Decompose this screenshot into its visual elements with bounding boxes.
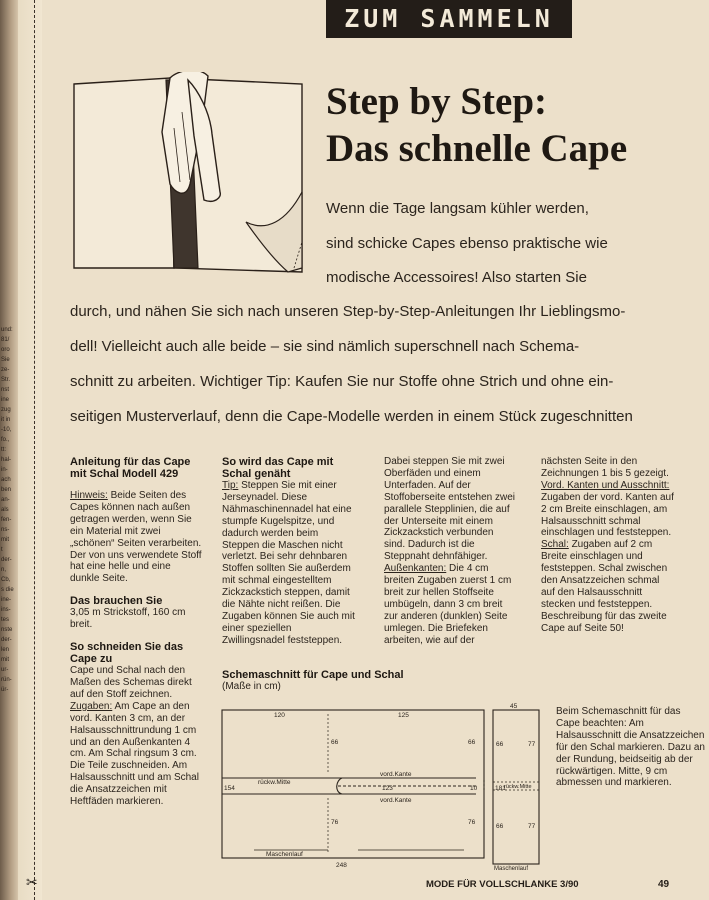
tip-paragraph	[222, 480, 356, 647]
label-scarf-66b: 66	[496, 823, 504, 830]
cape-illustration	[70, 72, 306, 282]
previous-page-fragment: und:	[1, 327, 13, 333]
previous-page-fragment: hal-	[1, 457, 12, 463]
page-gutter	[18, 0, 42, 900]
label-10: 10	[470, 785, 478, 792]
steppnaht-text: Dabei steppen Sie mit zwei Oberfäden und einem Unterfaden. Auf der Stoffoberseite entstehen zwei parallele Stepplinien, die auf der Unterseite mit einem Zickzackstich verbunden sind. Dadurch ist die Steppnaht dehnfähiger.	[384, 456, 516, 563]
previous-page-fragment: ür-	[1, 687, 9, 693]
label-scarf-66a: 66	[496, 741, 504, 748]
zugaben-paragraph	[70, 701, 202, 761]
label-76a: 76	[331, 819, 339, 826]
zugaben-text: Am Cape an den vord. Kanten 3 cm, an der Halsausschnittrundung 1 cm und an den Außenkanten 4 cm. Am Schal ringsum 3 cm.	[70, 700, 197, 760]
intro-line-5: dell! Vielleicht auch alle beide – sie sind nämlich superschnell nach Schema-	[70, 338, 580, 355]
cutting-heading: So schneiden Sie das Cape zu	[70, 641, 184, 666]
previous-page-fragment: ns-	[1, 527, 10, 533]
previous-page-fragment: an-	[1, 497, 10, 503]
zugaben-label: Zugaben:	[70, 700, 113, 712]
previous-page-fragment: it in	[1, 417, 11, 423]
hinweis-paragraph	[70, 490, 202, 585]
schema-subheading: (Maße in cm)	[222, 681, 281, 692]
label-scarf-77b: 77	[528, 823, 536, 830]
previous-page-fragment: s die	[1, 587, 14, 593]
article-title	[326, 78, 666, 172]
label-vord-kante-1: vord.Kante	[380, 771, 412, 778]
instructions-heading: Anleitung für das Cape mit Schal Modell 429	[70, 456, 191, 480]
intro-line-1: Wenn die Tage langsam kühler werden,	[326, 200, 589, 217]
schema-caption	[222, 669, 542, 693]
tip-text: Steppen Sie mit einer Jerseynadel. Diese Nähmaschinennadel hat eine stumpfe Kugelspitze, und dadurch werden beim Steppen die Maschen nicht verletzt. Bei sehr dehnbaren Stoffen sollten Sie außerdem mit schmal eingestelltem Zickzackstich steppen, damit die Nähte nicht reißen. Die Zugaben können Sie auch mit einer speziellen Zwillingsnadel feststeppen.	[222, 480, 355, 646]
vord-label: Vord. Kanten und Ausschnitt:	[541, 479, 670, 491]
section-banner: ZUM SAMMELN	[326, 0, 572, 38]
label-120: 120	[274, 712, 285, 719]
magazine-footer: MODE FÜR VOLLSCHLANKE 3/90	[426, 879, 579, 890]
label-rueckw-mitte-1: rückw.Mitte	[258, 779, 291, 786]
materials-text: 3,05 m Strickstoff, 160 cm breit.	[70, 607, 186, 631]
hinweis-text: Beide Seiten des Capes können nach außen getragen werden, wenn Sie ein Material mit zwei „schönen“ Seiten verarbeiten. Der von uns verwendete Stoff hat eine helle und eine dunkle Seite.	[70, 490, 202, 585]
previous-page-fragment: zug	[1, 407, 11, 413]
cut-line	[34, 0, 35, 900]
title-line-2: Das schnelle Cape	[326, 127, 628, 170]
previous-page-fragment: rün-	[1, 677, 12, 683]
column-1	[70, 456, 202, 808]
column-4	[541, 456, 674, 635]
materials-heading: Das brauchen Sie	[70, 595, 163, 608]
previous-page-fragment: ben	[1, 487, 12, 493]
scissors-icon: ✂	[26, 874, 38, 890]
label-154: 154	[224, 785, 235, 792]
teile-text: Die Teile zuschneiden. Am Halsausschnitt und am Schal die Ansatzzeichen mit Heftfäden markieren.	[70, 760, 199, 808]
previous-page-fragment: der-	[1, 637, 12, 643]
intro-line-3: modische Accessoires! Also starten Sie	[326, 269, 587, 286]
previous-page-fragment: in-	[1, 467, 8, 473]
intro-line-4: durch, und nähen Sie sich nach unseren Step-by-Step-Anleitungen Ihr Lieblingsmo-	[70, 303, 626, 320]
aussenkanten-text: Die 4 cm breiten Zugaben zuerst 1 cm breit zur hellen Stoffseite umbügeln, dann 3 cm breit zur anderen (dunklen) Seite umlegen. Die Briefeken arbeiten, wie auf der	[384, 563, 512, 646]
vord-paragraph	[541, 480, 674, 540]
column-3	[384, 456, 516, 647]
label-76b: 76	[468, 819, 476, 826]
previous-page-fragment: nste	[1, 627, 13, 633]
label-maschenlauf-1: Maschenlauf	[266, 851, 303, 858]
label-125: 125	[398, 712, 409, 719]
sewing-heading: So wird das Cape mit Schal genäht	[222, 456, 334, 480]
schal-text: Zugaben auf 2 cm Breite einschlagen und feststeppen. Schal zwischen den Ansatzzeichen schmal auf den Halsausschnitt stecken und feststeppen. Beschreibung für das zweite Cape auf Seite 50!	[541, 539, 668, 634]
previous-page-fragment: oro	[1, 347, 10, 353]
previous-page-fragment: Str.	[1, 377, 11, 383]
intro-line-2: sind schicke Capes ebenso praktische wie	[326, 235, 608, 252]
previous-page-fragment: ach	[1, 477, 11, 483]
label-123: 123	[382, 785, 393, 792]
previous-page-fragment: mit	[1, 537, 9, 543]
previous-page-fragment: n,	[1, 567, 7, 573]
continuation-text: nächsten Seite in den Zeichnungen 1 bis 5 gezeigt.	[541, 456, 669, 479]
previous-page-fragment: len	[1, 647, 10, 653]
intro-line-7: seitigen Musterverlauf, denn die Cape-Modelle werden in einem Stück zugeschnitten	[70, 408, 633, 425]
vord-text: Zugaben der vord. Kanten auf 2 cm Breite einschlagen, am Halsausschnitt schmal einschlagen und feststeppen.	[541, 491, 674, 539]
schema-note: Beim Schemaschnitt für das Cape beachten: Am Halsausschnitt die Ansatzzeichen für den Schal markieren. Dazu an der Rundung, beidseitig ab der rückwärtigen. Mitte, 9 cm abmessen und markieren.	[556, 706, 705, 789]
label-45: 45	[510, 703, 518, 710]
cutting-text: Cape und Schal nach den Maßen des Schemas direkt auf den Stoff zeichnen.	[70, 665, 192, 700]
title-line-1: Step by Step:	[326, 80, 548, 123]
tip-label: Tip:	[222, 480, 239, 491]
previous-page-fragment: fen-	[1, 517, 12, 523]
previous-page-fragment: tt:	[1, 447, 7, 453]
aussenkanten-label: Außenkanten:	[384, 563, 447, 575]
label-vord-kante-2: vord.Kante	[380, 797, 412, 804]
previous-page-fragment: -10,	[1, 427, 12, 433]
previous-page-fragment: ur-	[1, 667, 9, 673]
previous-page-fragment: ins-	[1, 607, 11, 613]
previous-page-fragment: als	[1, 507, 9, 513]
previous-page-fragment: t	[1, 547, 3, 553]
schal-paragraph	[541, 539, 674, 634]
schal-label: Schal:	[541, 539, 569, 551]
label-scarf-77a: 77	[528, 741, 536, 748]
intro-line-6: schnitt zu arbeiten. Wichtiger Tip: Kaufen Sie nur Stoffe ohne Strich und ohne ein-	[70, 373, 614, 390]
previous-page-fragment: ze-	[1, 367, 10, 373]
label-248: 248	[336, 862, 347, 869]
previous-page-fragment: ine-	[1, 597, 12, 603]
previous-page-fragment: mit	[1, 657, 9, 663]
previous-page-fragment: Cb,	[1, 577, 11, 583]
label-181: 181	[495, 785, 506, 792]
column-2	[222, 456, 356, 647]
previous-page-fragment: der-	[1, 557, 12, 563]
previous-page-fragment: Sie	[1, 357, 10, 363]
previous-page-fragment: ine	[1, 397, 10, 403]
label-66b: 66	[468, 739, 476, 746]
previous-page-fragment: nst	[1, 387, 10, 393]
hinweis-label: Hinweis:	[70, 490, 108, 501]
aussenkanten-paragraph	[384, 563, 516, 646]
previous-page-fragment: fo.,	[1, 437, 10, 443]
previous-page-fragment: tes	[1, 617, 10, 623]
label-66a: 66	[331, 739, 339, 746]
page-number: 49	[658, 879, 670, 890]
schema-heading: Schemaschnitt für Cape und Schal	[222, 669, 404, 681]
previous-page-fragment: 81/	[1, 337, 10, 343]
label-maschenlauf-2: Maschenlauf	[494, 866, 529, 870]
label-rueckw-mitte-2: rückw.Mitte	[504, 784, 532, 790]
